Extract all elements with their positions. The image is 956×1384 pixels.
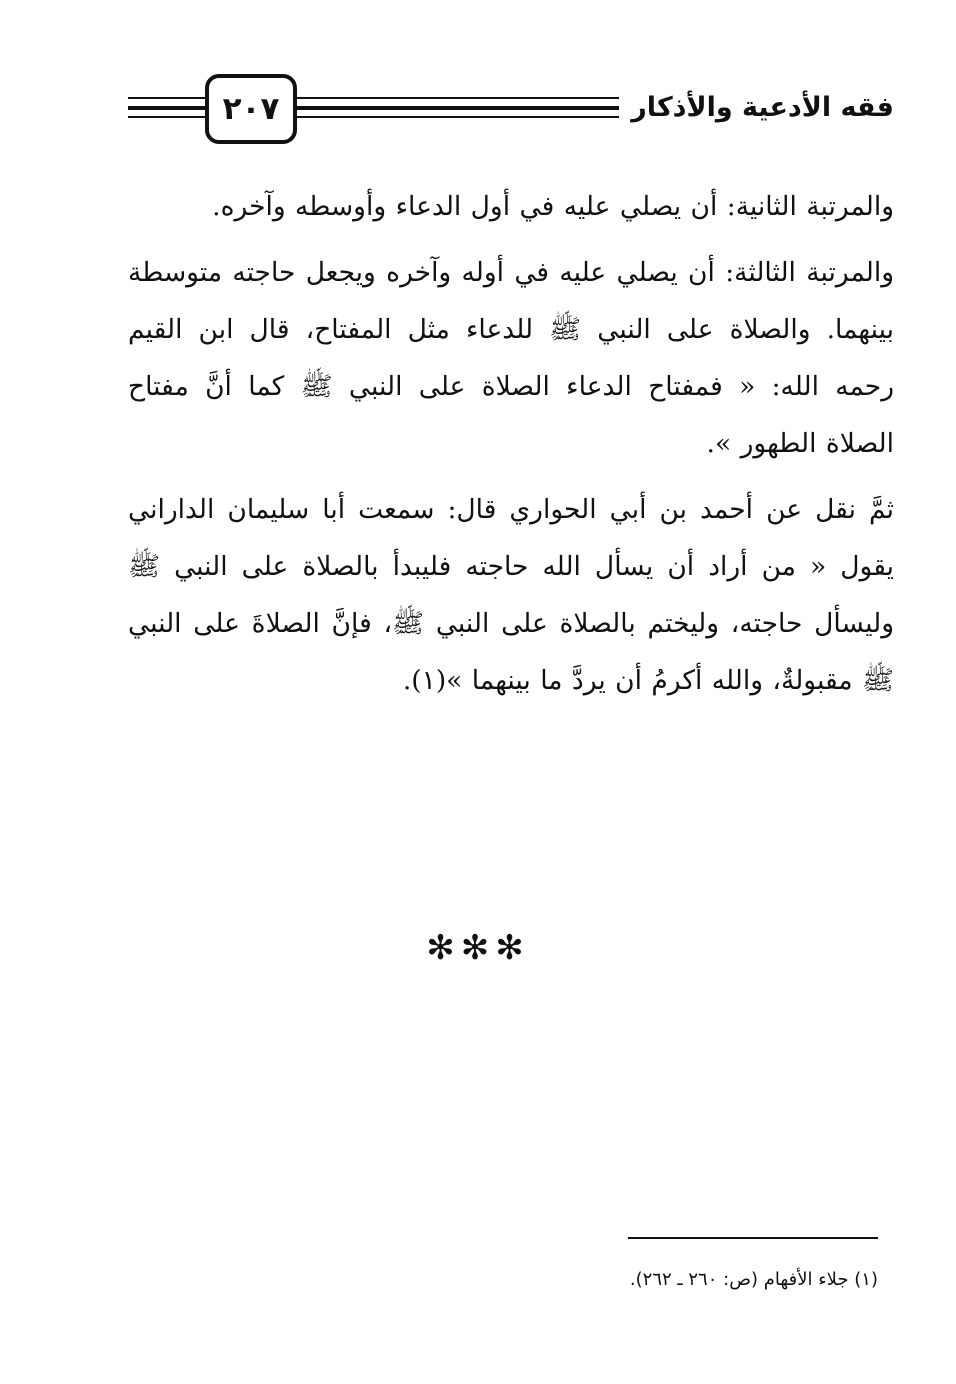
paragraph-1: والمرتبة الثانية: أن يصلي عليه في أول الدعاء وأوسطه وآخره. — [212, 191, 894, 222]
page-number: ٢٠٧ — [205, 74, 297, 144]
section-separator: ✻✻✻ — [426, 928, 530, 968]
book-title: فقه الأدعية والأذكار — [619, 86, 894, 130]
footnote-divider — [628, 1237, 878, 1239]
main-text — [128, 178, 894, 718]
footnote: (١) جلاء الأفهام (ص: ٢٦٠ ـ ٢٦٢). — [629, 1269, 878, 1290]
paragraph-3: ثمَّ نقل عن أحمد بن أبي الحواري قال: سمعت أبا سليمان الداراني يقول « من أراد أن يسأل الله حاجته فليبدأ بالصلاة على النبي ﷺ وليسأل حاجته، وليختم بالصلاة على النبي ﷺ، فإنَّ الصلاةَ على النبي ﷺ مقبولةٌ، والله أكرمُ أن يردَّ ما بينهما »(١). — [128, 494, 894, 696]
paragraph-2: والمرتبة الثالثة: أن يصلي عليه في أوله وآخره ويجعل حاجته متوسطة بينهما. والصلاة على النبي ﷺ للدعاء مثل المفتاح، قال ابن القيم رحمه الله: « فمفتاح الدعاء الصلاة على النبي ﷺ كما أنَّ مفتاح الصلاة الطهور ». — [128, 257, 894, 459]
page-header — [128, 72, 894, 156]
